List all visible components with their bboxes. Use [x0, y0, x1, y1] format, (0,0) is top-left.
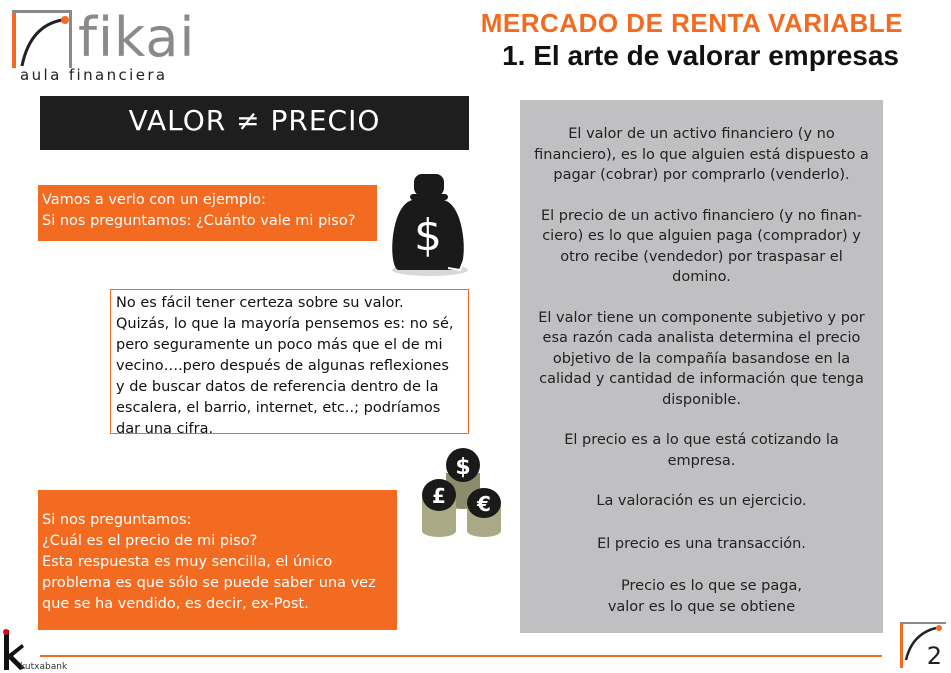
definition-line: Precio es lo que se paga, [621, 578, 802, 594]
definition-line: El valor de un activo financiero (y no [568, 126, 835, 142]
price-line: Esta respuesta es muy sencilla, el único [42, 554, 333, 570]
kutxabank-name: kutxabank [20, 662, 68, 672]
value-line: escalera, el barrio, internet, etc..; podríamos [116, 400, 441, 416]
page-subtitle: 1. El arte de valorar empresas [502, 40, 899, 71]
page-number: 2 [926, 642, 942, 670]
money-bag-dollar: $ [414, 210, 442, 261]
definition-line: valor es lo que se obtiene [607, 598, 796, 615]
definition-paragraph [524, 491, 879, 512]
definition-line: objetivo de la compañía basandose en la [552, 350, 851, 367]
valor-precio-banner [40, 96, 469, 150]
currency-coins-icon [412, 443, 512, 541]
definition-line: pagar (cobrar) por comprarlo (venderlo). [553, 167, 850, 183]
definition-line: El precio es a lo que está cotizando la [564, 432, 839, 448]
pound-coin-symbol: £ [432, 484, 446, 508]
definition-line: calidad y cantidad de información que tenga [539, 371, 864, 387]
definition-paragraph [524, 430, 879, 471]
value-line: y de buscar datos de referencia dentro de la [116, 379, 439, 395]
example-line-1: Vamos a verlo con un ejemplo: [42, 192, 266, 208]
page-title: MERCADO DE RENTA VARIABLE [480, 8, 903, 38]
definition-line: financiero), es lo que alguien está dispuesto a [534, 146, 869, 163]
price-line: que se ha vendido, es decir, ex-Post. [42, 596, 309, 612]
definition-line: disponible. [662, 391, 741, 408]
definition-line: El precio es una transacción. [597, 535, 806, 552]
definition-line: La valoración es un ejercicio. [596, 493, 807, 509]
value-line: dar una cifra. [116, 421, 214, 437]
price-line: problema es que sólo se puede saber una vez [42, 575, 376, 591]
footer-divider [40, 655, 882, 657]
banner-text: VALOR ≠ PRECIO [128, 104, 381, 137]
price-line: ¿Cuál es el precio de mi piso? [42, 533, 258, 549]
definition-paragraph [524, 534, 879, 555]
price-box [38, 490, 397, 630]
definition-quote [524, 576, 879, 617]
definition-line: empresa. [667, 452, 736, 469]
value-line: Quizás, lo que la mayoría pensemos es: no sé, [116, 316, 454, 332]
euro-coin-symbol: € [477, 492, 491, 516]
definition-line: esa razón cada analista determina el precio [542, 330, 861, 346]
definition-paragraph [524, 124, 879, 186]
kutxabank-logo [0, 628, 70, 673]
value-line: No es fácil tener certeza sobre su valor. [116, 295, 404, 311]
definition-paragraph [524, 308, 879, 411]
money-bag-icon [386, 170, 470, 278]
page-number-badge [898, 620, 948, 670]
definition-paragraph [524, 206, 879, 288]
value-line: pero seguramente un poco más que el de mi [116, 337, 443, 353]
fikai-logo [8, 6, 198, 84]
value-explanation-box [110, 289, 469, 437]
definition-line: otro recibe (vendedor) por traspasar el [560, 248, 843, 265]
logo-mark-icon [8, 8, 78, 70]
price-line: Si nos preguntamos: [42, 512, 192, 528]
dollar-coin-symbol: $ [455, 455, 471, 480]
example-line-2: Si nos preguntamos: ¿Cuánto vale mi piso? [42, 213, 356, 229]
value-line: vecino….pero después de algunas reflexiones [116, 358, 449, 374]
definition-line: domino. [672, 269, 731, 285]
example-box [38, 185, 377, 241]
definition-line: ciero) es lo que alguien paga (comprador) y [542, 228, 861, 244]
definitions-panel [520, 100, 883, 633]
definition-line: El precio de un activo financiero (y no finan- [541, 207, 862, 224]
logo-wordmark: fikai [78, 6, 196, 69]
definition-line: El valor tiene un componente subjetivo y por [538, 309, 865, 326]
logo-subtitle: aula financiera [20, 66, 168, 84]
